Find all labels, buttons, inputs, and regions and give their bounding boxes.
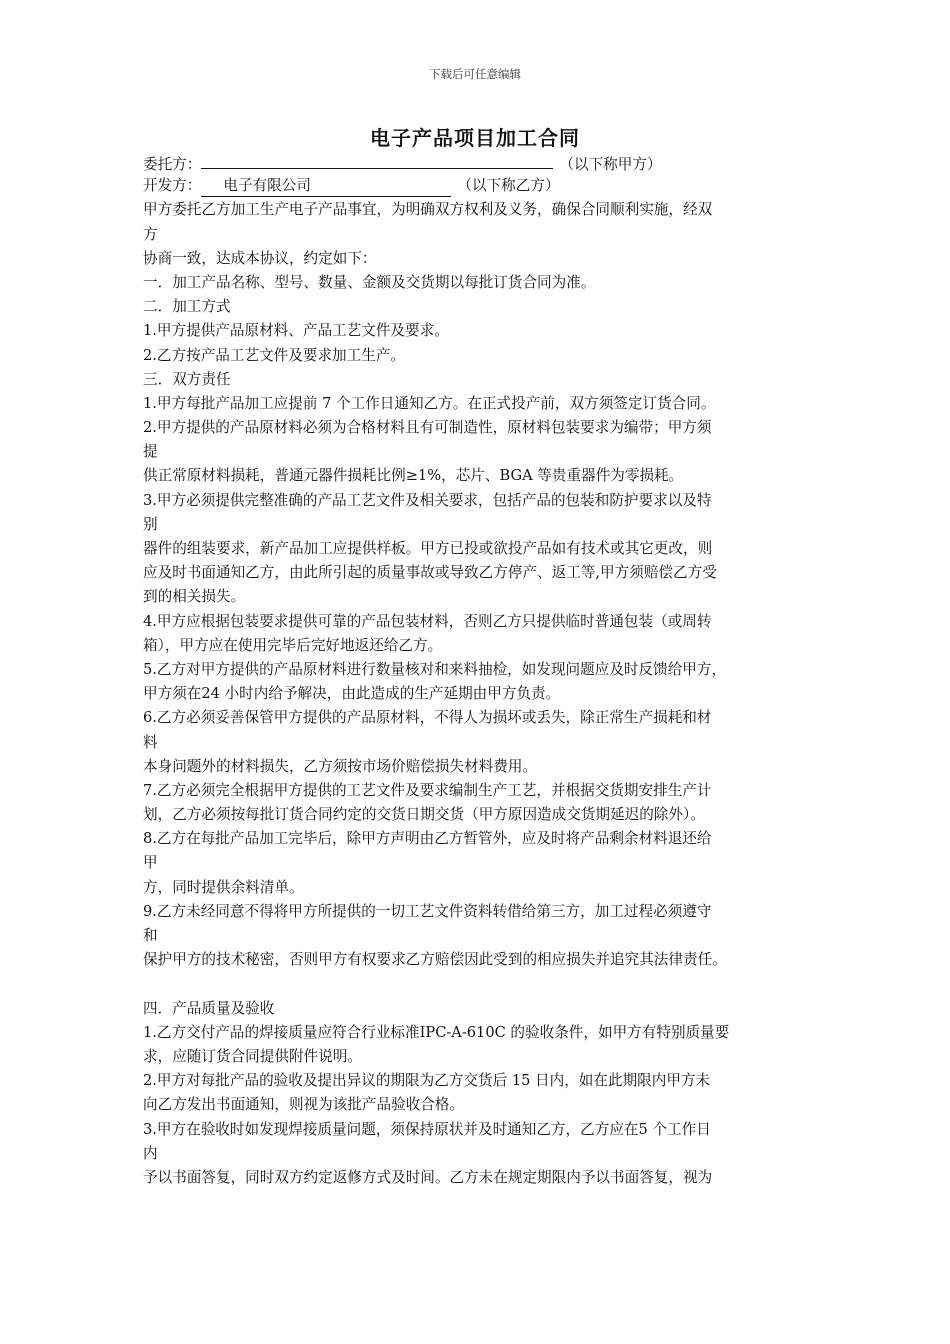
text-line: 求，应随订货合同提供附件说明。	[143, 1047, 362, 1065]
text-line: 2.乙方按产品工艺文件及要求加工生产。	[143, 346, 406, 364]
client-field[interactable]	[201, 150, 553, 169]
text-line: 方，同时提供余料清单。	[143, 878, 304, 896]
client-label: 委托方：	[143, 156, 202, 173]
text-line: 供正常原材料损耗，普通元器件损耗比例≥1%，芯片、BGA 等贵重器件为零损耗。	[143, 467, 684, 485]
contract-text	[143, 198, 815, 1190]
text-line: 内	[143, 1144, 158, 1162]
text-line: 保护甲方的技术秘密，否则甲方有权要求乙方赔偿因此受到的相应损失并追究其法律责任。	[143, 951, 727, 969]
text-line: 1.甲方提供产品原材料、产品工艺文件及要求。	[143, 322, 449, 340]
text-line: 一．加工产品名称、型号、数量、金额及交货期以每批订货合同为准。	[143, 273, 596, 291]
text-line: 本身问题外的材料损失，乙方须按市场价赔偿损失材料费用。	[143, 757, 538, 775]
text-line: 7.乙方必须完全根据甲方提供的工艺文件及要求编制生产工艺，并根据交货期安排生产计	[143, 781, 712, 799]
text-line: 甲方须在24 小时内给予解决，由此造成的生产延期由甲方负责。	[143, 685, 561, 703]
text-line: 8.乙方在每批产品加工完毕后，除甲方声明由乙方暂管外，应及时将产品剩余材料退还给	[143, 830, 712, 848]
developer-label: 开发方：	[143, 177, 202, 195]
text-line: 方	[143, 225, 158, 243]
developer-field[interactable]: 电子有限公司	[201, 176, 451, 197]
text-line: 器件的组装要求，新产品加工应提供样板。甲方已投或欲投产品如有技术或其它更改，则	[143, 540, 713, 557]
text-line: 2.甲方对每批产品的验收及提出异议的期限为乙方交货后 15 日内，如在此期限内甲方未	[143, 1072, 711, 1090]
client-line	[143, 150, 815, 174]
text-line: 甲方委托乙方加工生产电子产品事宜，为明确双方权利及义务，确保合同顺利实施，经双	[143, 201, 713, 219]
text-line: 料	[143, 733, 158, 751]
text-line: 6.乙方必须妥善保管甲方提供的产品原材料，不得人为损坏或丢失，除正常生产损耗和材	[143, 709, 712, 727]
text-line: 9.乙方未经同意不得将甲方所提供的一切工艺文件资料转借给第三方，加工过程必须遵守	[143, 902, 712, 920]
text-line: 应及时书面通知乙方，由此所引起的质量事故或导致乙方停产、返工等,甲方须赔偿乙方受	[143, 564, 717, 582]
text-line: 5.乙方对甲方提供的产品原材料进行数量核对和来料抽检，如发现问题应及时反馈给甲方，	[143, 660, 727, 678]
document-title: 电子产品项目加工合同	[370, 126, 580, 150]
text-line: 三．双方责任	[143, 370, 231, 388]
developer-line	[143, 174, 815, 198]
text-line: 予以书面答复，同时双方约定返修方式及时间。乙方未在规定期限内予以书面答复，视为	[143, 1168, 713, 1186]
text-line: 和	[143, 927, 158, 944]
document-body	[143, 150, 815, 1190]
text-line: 3.甲方必须提供完整准确的产品工艺文件及相关要求，包括产品的包装和防护要求以及特	[143, 491, 712, 509]
text-line: 3.甲方在验收时如发现焊接质量问题，须保持原状并及时通知乙方，乙方应在5 个工作日	[143, 1120, 711, 1138]
text-line: 协商一致，达成本协议，约定如下：	[143, 249, 377, 267]
text-line: 1.甲方每批产品加工应提前 7 个工作日通知乙方。在正式投产前，双方须签定订货合同。	[143, 394, 716, 412]
text-line: 提	[143, 443, 158, 461]
text-line: 二．加工方式	[143, 298, 231, 316]
blank-line	[143, 972, 815, 996]
text-line: 划，乙方必须按每批订货合同约定的交货日期交货（甲方原因造成交货期延迟的除外）。	[143, 806, 705, 824]
text-line: 向乙方发出书面通知，则视为该批产品验收合格。	[143, 1096, 465, 1114]
text-line: 到的相关损失。	[143, 588, 246, 606]
text-line: 四．产品质量及验收	[143, 999, 275, 1017]
text-line: 甲	[143, 854, 158, 872]
header-note: 下载后可任意编辑	[429, 67, 521, 81]
text-line: 2.甲方提供的产品原材料必须为合格材料且有可制造性，原材料包装要求为编带；甲方须	[143, 419, 712, 437]
text-line: 1.乙方交付产品的焊接质量应符合行业标准IPC-A-610C 的验收条件，如甲方有特别质量要	[143, 1023, 730, 1041]
client-suffix: （以下称甲方）	[559, 156, 662, 173]
text-line: 4.甲方应根据包装要求提供可靠的产品包装材料，否则乙方只提供临时普通包装（或周转	[143, 612, 712, 630]
developer-suffix: （以下称乙方）	[457, 177, 560, 195]
text-line: 别	[143, 515, 158, 533]
text-line: 箱），甲方应在使用完毕后完好地返还给乙方。	[143, 636, 443, 654]
